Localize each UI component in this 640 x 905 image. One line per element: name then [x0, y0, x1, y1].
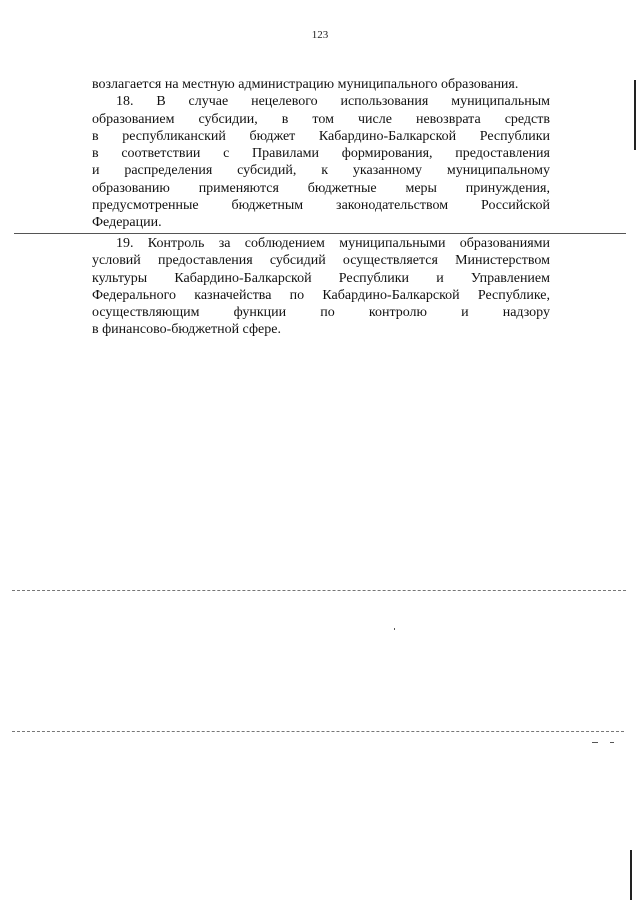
text-line: образованию применяются бюджетные меры принуждения,	[92, 180, 550, 196]
text-line: возлагается на местную администрацию муниципального образования.	[92, 77, 519, 92]
text-line: в республиканский бюджет Кабардино-Балкарской Республики	[92, 128, 550, 144]
page-number: 123	[311, 29, 329, 41]
text-line: 19. Контроль за соблюдением муниципальными образованиями	[116, 236, 550, 251]
scan-artifact-line	[14, 233, 626, 234]
text-line: в финансово-бюджетной сфере.	[92, 322, 281, 338]
text-line: Федерации.	[92, 215, 162, 231]
text-line: условий предоставления субсидий осуществляется Министерством	[92, 253, 550, 269]
text-line: 18. В случае нецелевого использования муниципальным	[116, 94, 550, 110]
text-line: в соответствии с Правилами формирования, предоставления	[92, 146, 550, 162]
text-line: предусмотренные бюджетным законодательством Российской	[92, 198, 550, 214]
scan-edge-mark	[634, 80, 636, 150]
paragraph-block-17-18	[92, 76, 550, 232]
text-line: осуществляющим функции по контролю и надзору	[92, 305, 550, 321]
text-line: образованием субсидии, в том числе невозврата средств	[92, 111, 550, 127]
scan-artifact-line	[12, 590, 626, 591]
scan-artifact-line	[12, 731, 624, 732]
scan-speck	[592, 742, 598, 743]
paragraph-block-19	[92, 235, 550, 339]
text-line: Федерального казначейства по Кабардино-Балкарской Республике,	[92, 287, 550, 303]
text-line: культуры Кабардино-Балкарской Республики и Управлением	[92, 270, 550, 286]
scan-speck	[394, 628, 395, 630]
scan-edge-mark	[630, 850, 632, 900]
scan-speck	[610, 742, 614, 743]
text-line: и распределения субсидий, к указанному муниципальному	[92, 163, 550, 179]
